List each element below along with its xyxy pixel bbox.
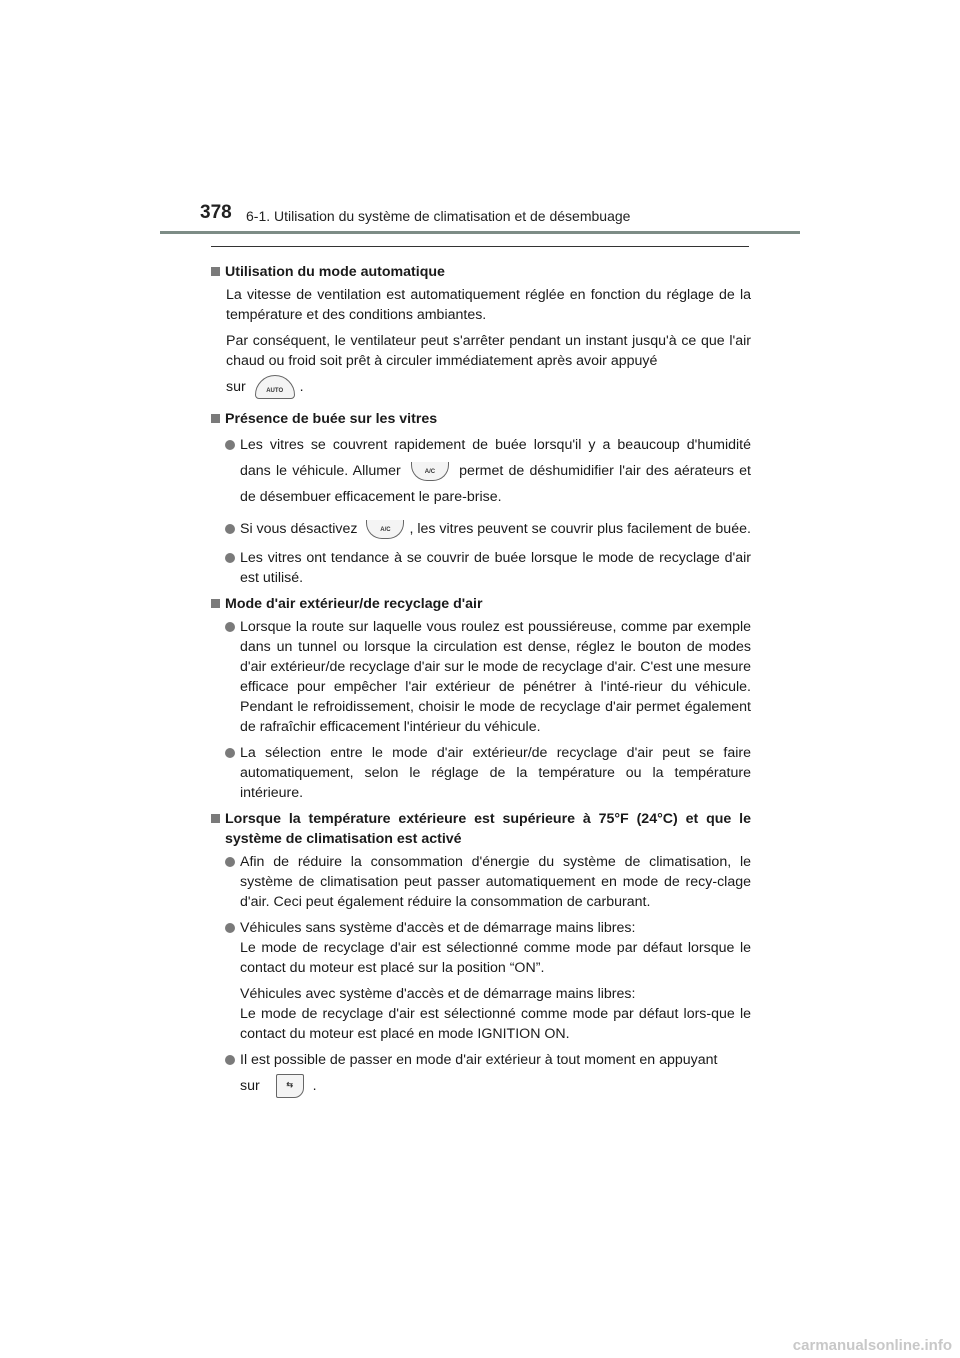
section-heading-air-mode [211, 594, 751, 614]
watermark: carmanualsonline.info [792, 1337, 952, 1354]
paragraph-text: sur [226, 379, 246, 395]
paragraph [211, 331, 751, 403]
round-bullet-icon [225, 857, 235, 867]
bullet-text: Véhicules sans système d'accès et de démarrage mains libres: [240, 920, 636, 936]
heading-text: Utilisation du mode automatique [225, 264, 445, 280]
bullet-text: La sélection entre le mode d'air extérieur/de recyclage d'air peut se faire automatiquement, selon le réglage de la température ou la température intérieure. [240, 745, 751, 801]
round-bullet-icon [225, 622, 235, 632]
ac-label: A/C [424, 468, 436, 475]
bullet-text: Il est possible de passer en mode d'air extérieur à tout moment en appuyant [240, 1052, 718, 1068]
round-bullet-icon [225, 524, 235, 534]
section-heading-fog [211, 409, 751, 429]
round-bullet-icon [225, 440, 235, 450]
section-rule [211, 246, 749, 247]
bullet-text: Le mode de recyclage d'air est sélectionné comme mode par défaut lorsque le contact du moteur est placé sur la position “ON”. [240, 940, 751, 976]
ac-button-icon [411, 462, 449, 481]
square-bullet-icon [211, 267, 220, 276]
paragraph-text: . [299, 379, 304, 395]
round-bullet-icon [225, 553, 235, 563]
round-bullet-icon [225, 1055, 235, 1065]
recirculation-button-icon [276, 1074, 304, 1098]
list-item [211, 432, 751, 510]
section-heading-high-temp [211, 809, 751, 849]
heading-text: Lorsque la température extérieure est supérieure à 75°F (24°C) et que le système de climatisation est activé [225, 811, 751, 847]
bullet-text: Les vitres ont tendance à se couvrir de buée lorsque le mode de recyclage d'air est utilisé. [240, 550, 751, 586]
heading-text: Présence de buée sur les vitres [225, 411, 438, 427]
bullet-text: Afin de réduire la consommation d'énergie du système de climatisation, le système de climatisation peut passer automatiquement en mode de recy-clage d'air. Ceci peut également réduire la consommation de carburant. [240, 854, 751, 910]
list-item [211, 743, 751, 803]
square-bullet-icon [211, 814, 220, 823]
paragraph-text: Par conséquent, le ventilateur peut s'arrêter pendant un instant jusqu'à ce que l'air chaud ou froid soit prêt à circuler immédiatement après avoir appuyé [226, 333, 751, 369]
page-number: 378 [200, 202, 232, 223]
bullet-text: sur [240, 1078, 260, 1094]
paragraph: La vitesse de ventilation est automatiquement réglée en fonction du réglage de la température et des conditions ambiantes. [226, 287, 751, 323]
round-bullet-icon [225, 748, 235, 758]
square-bullet-icon [211, 599, 220, 608]
auto-label: AUTO [266, 388, 284, 395]
auto-button-icon [255, 375, 295, 399]
bullet-text: Véhicules avec système d'accès et de démarrage mains libres: [240, 986, 636, 1002]
list-item [211, 548, 751, 588]
bullet-text: Si vous désactivez [240, 521, 358, 537]
bullet-text: . [312, 1078, 317, 1094]
bullet-text: Les vitres se couvrent rapidement de buée lorsqu'il y a beaucoup d'humidité dans le véhicule. Allumer [240, 437, 751, 479]
list-item [211, 918, 751, 1044]
bullet-text: permet de déshumidifier l'air des aérateurs et de désembuer efficacement le pare-brise. [240, 463, 751, 505]
bullet-text: Lorsque la route sur laquelle vous roulez est poussiéreuse, comme par exemple dans un tunnel ou lorsque la circulation est dense, réglez le bouton de modes d'air extérieur/de recyclage d'air sur le mode de recyclage d'air. C'est une mesure efficace pour empêcher l'air extérieur de pénétrer à l'inté-rieur du véhicule. Pendant le refroidissement, choisir le mode de recyclage d'air permet également de rafraîchir efficacement l'intérieur du véhicule. [240, 619, 751, 735]
bullet-text: Le mode de recyclage d'air est sélectionné comme mode par défaut lors-que le contact du moteur est placé en mode IGNITION ON. [240, 1006, 751, 1042]
round-bullet-icon [225, 923, 235, 933]
header-rule [160, 231, 800, 234]
chapter-title: 6-1. Utilisation du système de climatisation et de désembuage [246, 208, 631, 224]
list-item [211, 617, 751, 737]
heading-text: Mode d'air extérieur/de recyclage d'air [225, 596, 483, 612]
square-bullet-icon [211, 414, 220, 423]
section-heading-auto-mode [211, 262, 751, 282]
list-item [211, 516, 751, 542]
list-item [211, 1050, 751, 1102]
ac-button-icon [366, 520, 404, 539]
page-content [211, 262, 751, 1108]
recirc-label: ⇆ [286, 1080, 294, 1090]
bullet-text: , les vitres peuvent se couvrir plus facilement de buée. [409, 521, 751, 537]
ac-label: A/C [380, 526, 391, 533]
list-item [211, 852, 751, 912]
